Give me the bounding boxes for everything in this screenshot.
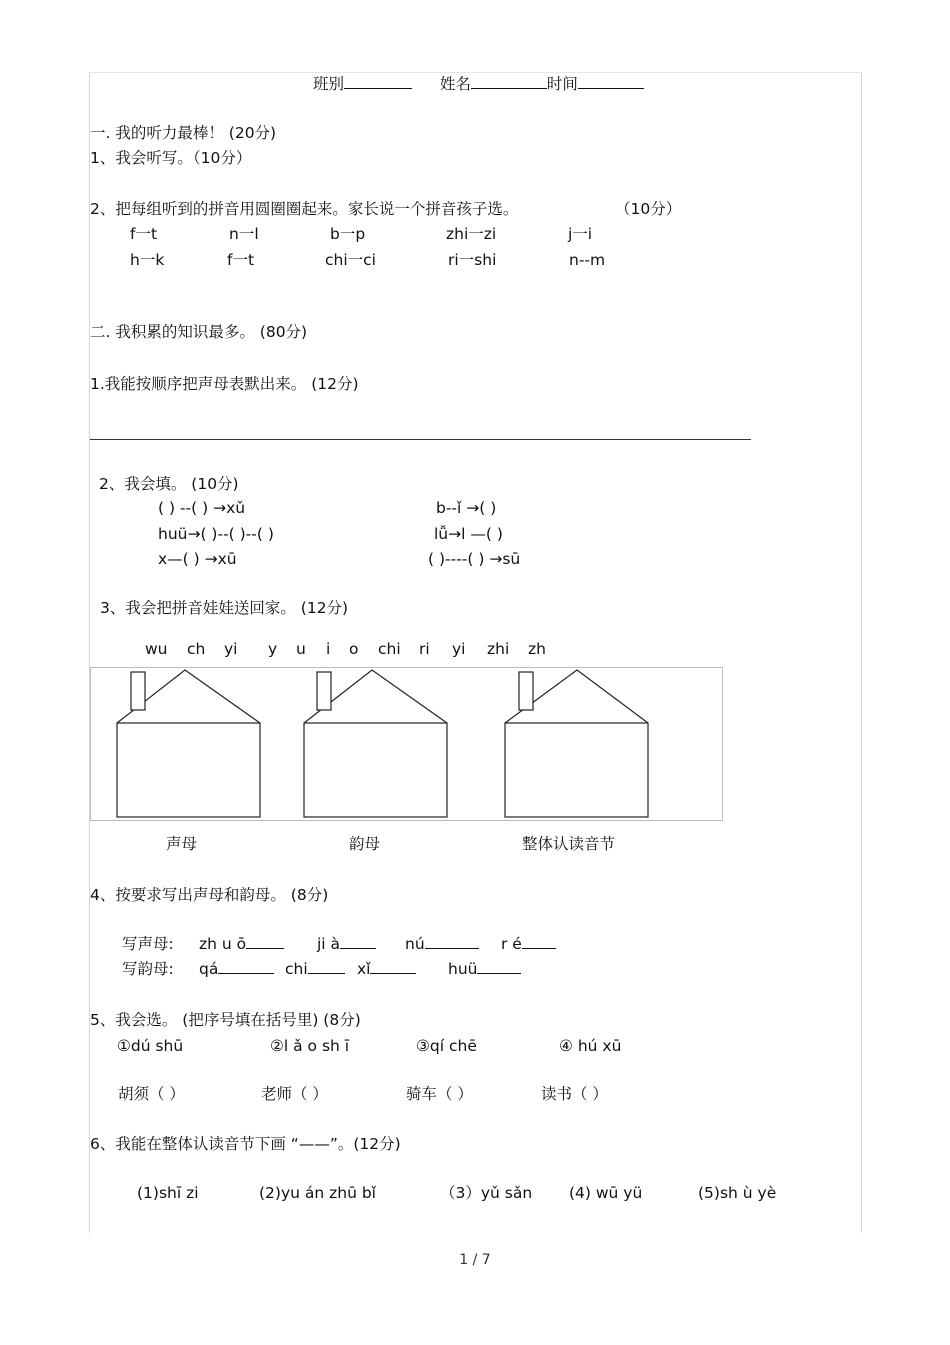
- q5-word: 老师（ ）: [261, 1085, 328, 1103]
- syllable: u: [296, 640, 306, 658]
- fill-row-right: b--ǐ →( ): [436, 499, 497, 517]
- answer-line: [90, 439, 751, 440]
- pair-item: j一i: [568, 225, 593, 243]
- name-blank: [471, 74, 547, 89]
- houses-drawing: [91, 668, 722, 820]
- q4-item: r é: [501, 934, 556, 954]
- q6-item: (5)sh ù yè: [698, 1184, 777, 1202]
- pair-item: n--m: [569, 251, 606, 269]
- syllable: yi: [452, 640, 466, 658]
- q4-row-label: 写声母:: [122, 935, 174, 953]
- pair-item: zhi一zi: [446, 225, 497, 243]
- q4-item: chi: [285, 959, 345, 979]
- pair-item: h一k: [130, 251, 165, 269]
- syllable: wu: [145, 640, 168, 658]
- section1-q2-score: （10分）: [615, 200, 682, 218]
- fill-row-left: x—( ) →xū: [158, 550, 237, 568]
- fill-row-right: ( )----( ) →sū: [428, 550, 521, 568]
- pair-item: f一t: [130, 225, 158, 243]
- syllable: yi: [224, 640, 238, 658]
- house-icon: [117, 670, 260, 817]
- q5-word: 骑车（ ）: [406, 1085, 473, 1103]
- fill-row-right: lǚ→l —( ): [434, 525, 503, 543]
- syllable: y: [268, 640, 278, 658]
- q6-item: (2)yu án zhū bǐ: [259, 1184, 376, 1202]
- section2-title: 二. 我积累的知识最多。 (80分): [90, 323, 308, 341]
- pair-item: n一l: [229, 225, 259, 243]
- q4-item: zh u ō: [199, 934, 284, 954]
- house-label: 韵母: [349, 835, 381, 853]
- fill-row-left: huü→( )--( )--( ): [158, 525, 274, 543]
- header-line: [313, 74, 644, 94]
- section2-q6: 6、我能在整体认读音节下画 “——”。(12分): [90, 1135, 401, 1153]
- syllable: o: [349, 640, 359, 658]
- syllable: chi: [378, 640, 401, 658]
- q4-item: qá: [199, 959, 274, 979]
- time-label: 时间: [546, 75, 578, 93]
- q5-option: ④ hú xū: [559, 1037, 622, 1055]
- q4-item: ji à: [317, 934, 376, 954]
- house-icon: [304, 670, 447, 817]
- section2-q1: 1.我能按顺序把声母表默出来。 (12分): [90, 375, 359, 393]
- syllable: zh: [528, 640, 546, 658]
- section1-q1: 1、我会听写。（10分）: [90, 149, 252, 167]
- pair-item: ri一shi: [448, 251, 497, 269]
- house-label: 声母: [166, 835, 198, 853]
- q4-item: nú: [405, 934, 479, 954]
- q4-item: huü: [448, 959, 521, 979]
- q6-item: （3）yǔ sǎn: [440, 1184, 533, 1202]
- pair-item: f一t: [227, 251, 255, 269]
- q5-word: 胡须（ ）: [118, 1085, 185, 1103]
- pair-item: chi一ci: [325, 251, 376, 269]
- q5-option: ①dú shū: [117, 1037, 184, 1055]
- page-number: 1 / 7: [459, 1252, 491, 1268]
- syllable: ch: [187, 640, 206, 658]
- section1-q2: 2、把每组听到的拼音用圆圈圈起来。家长说一个拼音孩子选。: [90, 200, 519, 218]
- syllable: zhi: [487, 640, 510, 658]
- section2-q2: 2、我会填。 (10分): [99, 475, 239, 493]
- time-blank: [578, 74, 644, 89]
- houses-figure: [90, 667, 723, 821]
- pair-item: b一p: [330, 225, 366, 243]
- q5-option: ②l ǎ o sh ī: [270, 1037, 350, 1055]
- class-label: 班别: [313, 75, 345, 93]
- class-blank: [344, 74, 412, 89]
- fill-row-left: ( ) --( ) →xǔ: [158, 499, 246, 517]
- q4-item: xǐ: [357, 959, 416, 979]
- syllable: i: [326, 640, 331, 658]
- section2-q3: 3、我会把拼音娃娃送回家。 (12分): [100, 599, 349, 617]
- syllable: ri: [419, 640, 430, 658]
- q4-row-label: 写韵母:: [122, 960, 174, 978]
- house-label: 整体认读音节: [522, 835, 616, 853]
- section1-title: 一. 我的听力最棒！ (20分): [90, 124, 277, 142]
- q5-word: 读书（ ）: [541, 1085, 608, 1103]
- section2-q4: 4、按要求写出声母和韵母。 (8分): [90, 886, 329, 904]
- q5-option: ③qí chē: [416, 1037, 477, 1055]
- section2-q5: 5、我会选。 (把序号填在括号里) (8分): [90, 1011, 361, 1029]
- house-icon: [505, 670, 648, 817]
- name-label: 姓名: [439, 75, 471, 93]
- q6-item: (1)shī zi: [137, 1184, 199, 1202]
- q6-item: (4) wū yü: [569, 1184, 643, 1202]
